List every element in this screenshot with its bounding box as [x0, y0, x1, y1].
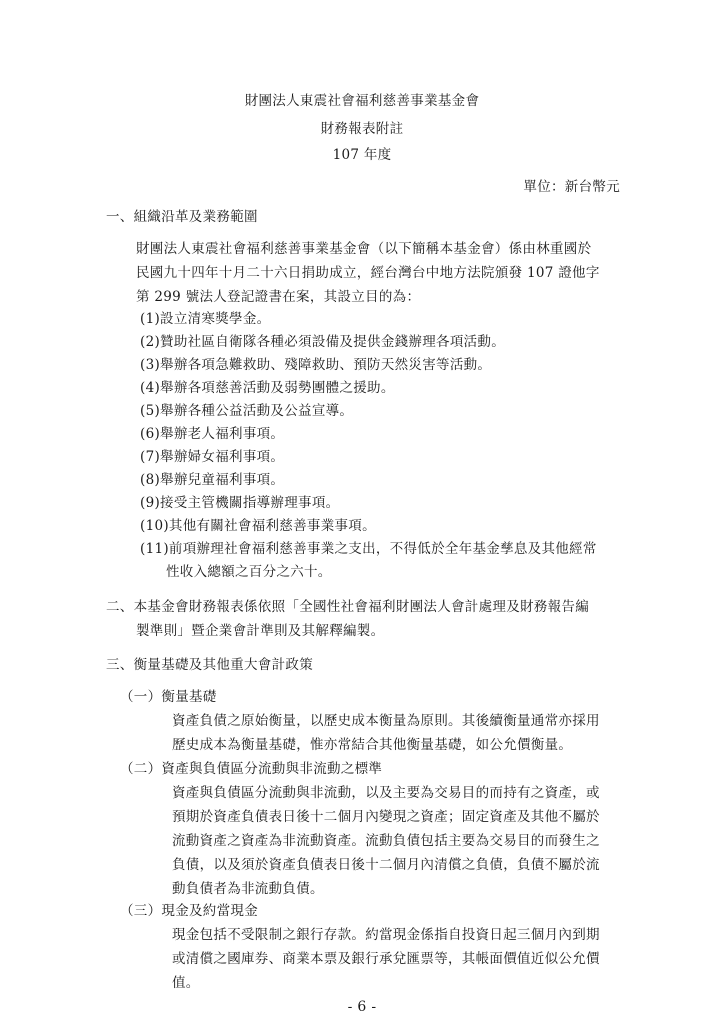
- section2-line: 二、本基金會財務報表係依照「全國性社會福利財團法人會計處理及財務報告編: [106, 599, 589, 615]
- section3-heading: 三、衡量基礎及其他重大會計政策: [106, 657, 313, 673]
- org-title: 財團法人東震社會福利慈善事業基金會: [244, 93, 480, 109]
- subsection1-line: 資產負債之原始衡量，以歷史成本衡量為原則。其後續衡量通常亦採用: [172, 713, 600, 729]
- list-item: (4)舉辦各項慈善活動及弱勢團體之援助。: [140, 380, 395, 396]
- year-label: 107 年度: [332, 147, 392, 163]
- list-item: (8)舉辦兒童福利事項。: [140, 472, 285, 488]
- section1-intro-line: 第 299 號法人登記證書在案，其設立目的為：: [136, 289, 421, 305]
- section1-intro-line: 財團法人東震社會福利慈善事業基金會（以下簡稱本基金會）係由林重國於: [136, 241, 592, 257]
- subsection2-line: 負債，以及須於資產負債表日後十二個月內清償之負債，負債不屬於流: [172, 857, 600, 873]
- doc-title: 財務報表附註: [320, 121, 404, 137]
- section2-line: 製準則」暨企業會計準則及其解釋編製。: [136, 623, 385, 639]
- subsection2-line: 流動資產之資產為非流動資產。流動負債包括主要為交易目的而發生之: [172, 833, 600, 849]
- subsection2-line: 預期於資產負債表日後十二個月內變現之資產；固定資產及其他不屬於: [172, 809, 600, 825]
- list-item: (7)舉辦婦女福利事項。: [140, 449, 285, 465]
- list-item: (11)前項辦理社會福利慈善事業之支出，不得低於全年基金孳息及其他經常: [140, 541, 597, 557]
- subsection2-line: 動負債者為非流動負債。: [172, 881, 324, 897]
- section1-intro-line: 民國九十四年十月二十六日捐助成立，經台灣台中地方法院頒發 107 證他字: [136, 265, 600, 281]
- list-item: (10)其他有關社會福利慈善事業事項。: [140, 518, 376, 534]
- page-number: - 6 -: [347, 999, 377, 1015]
- unit-label: 單位：新台幣元: [523, 179, 620, 195]
- list-item: (1)設立清寒獎學金。: [140, 311, 271, 327]
- list-item: (9)接受主管機關指導辦理事項。: [140, 495, 340, 511]
- subsection1-heading: （一）衡量基礎: [120, 689, 217, 705]
- list-item-continuation: 性收入總額之百分之六十。: [166, 564, 332, 580]
- list-item: (3)舉辦各項急難救助、殘障救助、預防天然災害等活動。: [140, 357, 492, 373]
- subsection2-heading: （二）資產與負債區分流動與非流動之標準: [120, 761, 383, 777]
- section1-heading: 一、組織沿革及業務範圍: [106, 209, 258, 225]
- subsection3-line: 值。: [172, 975, 200, 991]
- subsection3-heading: （三）現金及約當現金: [120, 903, 258, 919]
- list-item: (5)舉辦各種公益活動及公益宣導。: [140, 403, 354, 419]
- list-item: (2)贊助社區自衛隊各種必須設備及提供金錢辦理各項活動。: [140, 334, 506, 350]
- subsection2-line: 資產與負債區分流動與非流動，以及主要為交易目的而持有之資產，或: [172, 785, 600, 801]
- subsection1-line: 歷史成本為衡量基礎，惟亦常結合其他衡量基礎，如公允價衡量。: [172, 737, 573, 753]
- subsection3-line: 現金包括不受限制之銀行存款。約當現金係指自投資日起三個月內到期: [172, 927, 600, 943]
- list-item: (6)舉辦老人福利事項。: [140, 426, 285, 442]
- subsection3-line: 或清償之國庫券、商業本票及銀行承兌匯票等，其帳面價值近似公允價: [172, 951, 600, 967]
